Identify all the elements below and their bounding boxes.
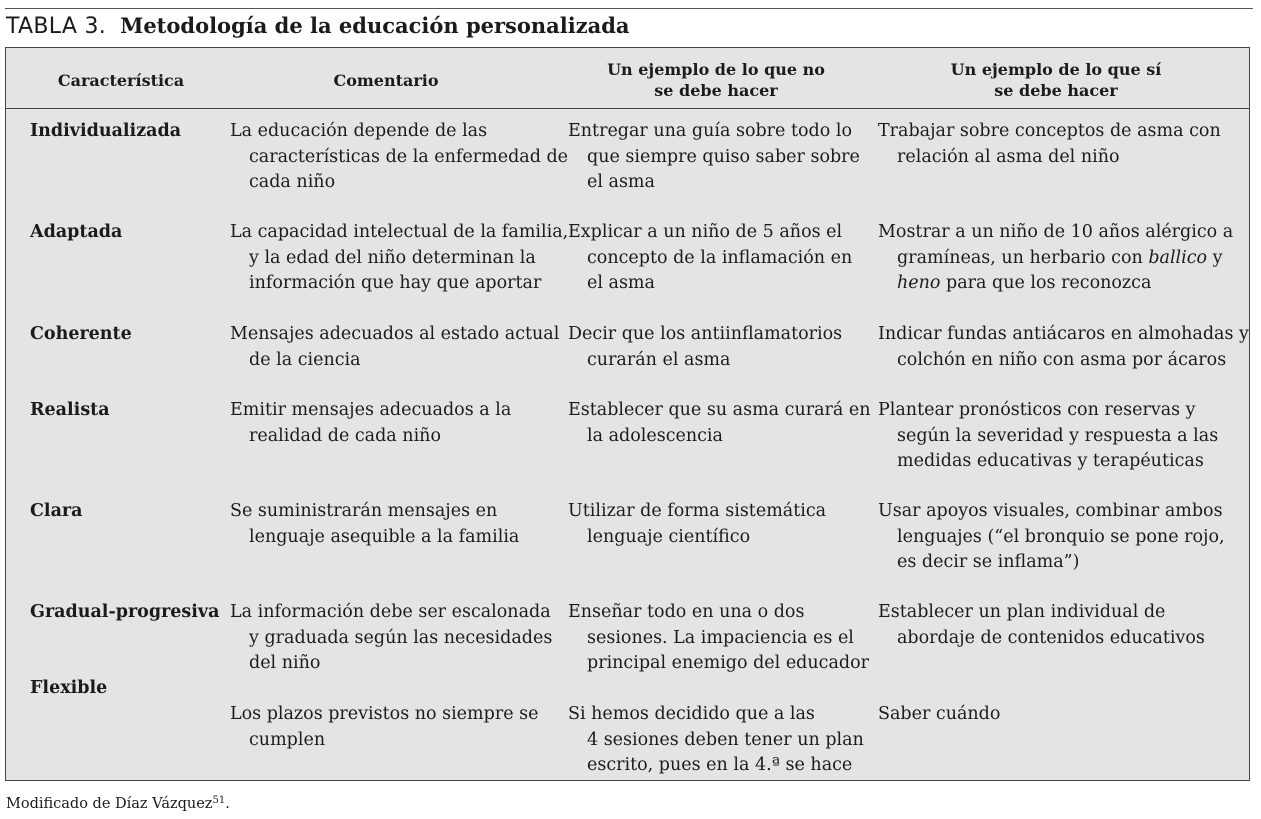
methodology-table — [5, 47, 1250, 781]
cell-line: cada niño — [249, 172, 336, 192]
cell-line: lenguaje científico — [587, 526, 751, 547]
header-good-example — [886, 59, 1226, 101]
cell-comment — [230, 119, 568, 196]
cell-bad-example — [568, 600, 869, 677]
cell-line: Mostrar a un niño de 10 años alérgico a — [878, 222, 1234, 242]
cell-line: medidas educativas y terapéuticas — [897, 451, 1204, 471]
cell-line: cumplen — [249, 729, 326, 750]
row-label-flexible: Flexible — [30, 678, 108, 698]
row-label-realista: Realista — [30, 400, 110, 420]
cell-line: realidad de cada niño — [249, 425, 441, 446]
cell-bad-example — [568, 220, 852, 297]
cell-line: lenguajes (“el bronquio se pone rojo, — [897, 526, 1225, 547]
table-caption — [6, 11, 630, 42]
cell-line: concepto de la inflamación en — [587, 247, 853, 268]
cell-line: Usar apoyos visuales, combinar ambos — [878, 501, 1223, 521]
cell-line: Enseñar todo en una o dos — [568, 602, 805, 622]
row-label-gradual-progresiva: Gradual-progresiva — [30, 602, 220, 622]
cell-comment — [230, 499, 519, 550]
footnote-text: Modificado de Díaz Vázquez — [6, 796, 213, 812]
row-label-clara: Clara — [30, 501, 83, 521]
cell-line: Establecer que su asma curará en — [568, 400, 871, 420]
cell-line: curarán el asma — [587, 349, 731, 370]
cell-line: La educación depende de las — [230, 121, 488, 141]
cell-line: Los plazos previstos no siempre se — [230, 704, 539, 724]
cell-line: Trabajar sobre conceptos de asma con — [878, 121, 1221, 141]
cell-line: el asma — [587, 172, 655, 192]
row-label-coherente: Coherente — [30, 324, 132, 344]
cell-good-example — [878, 220, 1233, 297]
footnote-reference: 51 — [212, 795, 226, 806]
cell-good-example — [878, 322, 1249, 373]
italic-term: ballico — [1148, 247, 1208, 268]
cell-line: sesiones. La impaciencia es el — [587, 627, 854, 648]
cell-line: que siempre quiso saber sobre — [587, 146, 860, 167]
text-run: y — [1207, 247, 1223, 268]
cell-line: Plantear pronósticos con reservas y — [878, 400, 1196, 420]
cell-line: escrito, pues en la 4.ª se hace — [587, 755, 853, 775]
cell-line — [878, 246, 1233, 272]
cell-good-example — [878, 119, 1221, 170]
cell-comment — [230, 322, 559, 373]
cell-bad-example — [568, 322, 842, 373]
cell-comment — [230, 398, 511, 449]
cell-bad-example — [568, 398, 871, 449]
cell-line: Explicar a un niño de 5 años el — [568, 222, 843, 242]
header-bad-example — [566, 59, 866, 101]
cell-line: Indicar fundas antiácaros en almohadas y — [878, 324, 1249, 344]
cell-bad-example — [568, 499, 826, 550]
header-good-line: Un ejemplo de lo que sí — [950, 60, 1162, 79]
cell-comment — [230, 702, 538, 753]
cell-line: La capacidad intelectual de la familia, — [230, 222, 569, 242]
cell-good-example — [878, 702, 1000, 728]
cell-line: colchón en niño con asma por ácaros — [897, 349, 1227, 370]
cell-line: del niño — [249, 653, 321, 673]
cell-line: el asma — [587, 273, 655, 293]
header-bad-line: se debe hacer — [654, 81, 778, 100]
cell-line: Establecer un plan individual de — [878, 602, 1166, 622]
cell-line — [878, 271, 1233, 297]
cell-line: es decir se inflama”) — [897, 552, 1080, 572]
cell-line: Saber cuándo — [878, 704, 1001, 724]
cell-good-example — [878, 499, 1225, 576]
row-label-individualizada: Individualizada — [30, 121, 182, 141]
text-run: para que los reconozca — [940, 273, 1152, 293]
cell-line: La información debe ser escalonada — [230, 602, 551, 622]
cell-line: características de la enfermedad de — [249, 146, 569, 167]
table-footnote — [6, 794, 230, 814]
cell-line: Decir que los antiinflamatorios — [568, 324, 843, 344]
cell-line: y la edad del niño determinan la — [249, 247, 536, 268]
cell-good-example — [878, 398, 1218, 475]
cell-line: principal enemigo del educador — [587, 653, 869, 673]
header-characteristic: Característica — [57, 71, 185, 90]
cell-line: Entregar una guía sobre todo lo — [568, 121, 852, 141]
header-comment: Comentario — [333, 71, 439, 90]
cell-comment — [230, 220, 568, 297]
cell-comment — [230, 600, 552, 677]
cell-bad-example — [568, 119, 860, 196]
table-number: TABLA 3. — [6, 14, 107, 39]
cell-line: la adolescencia — [587, 425, 723, 446]
cell-line: Se suministrarán mensajes en — [230, 501, 498, 521]
table-title: Metodología de la educación personalizada — [120, 13, 630, 38]
header-good-line: se debe hacer — [994, 81, 1118, 100]
cell-good-example — [878, 600, 1205, 651]
cell-line: 4 sesiones deben tener un plan — [587, 729, 864, 750]
cell-line: información que hay que aportar — [249, 273, 542, 293]
cell-line: relación al asma del niño — [897, 146, 1120, 167]
italic-term: heno — [897, 273, 941, 293]
cell-line: Mensajes adecuados al estado actual — [230, 324, 560, 344]
cell-line: Emitir mensajes adecuados a la — [230, 400, 512, 420]
cell-line: según la severidad y respuesta a las — [897, 425, 1219, 446]
text-run: gramíneas, un herbario con — [897, 247, 1149, 268]
top-rule — [5, 8, 1253, 9]
cell-line: lenguaje asequible a la familia — [249, 526, 520, 547]
cell-bad-example — [568, 702, 864, 779]
row-label-adaptada: Adaptada — [30, 222, 123, 242]
footnote-end: . — [225, 796, 230, 812]
cell-line: Si hemos decidido que a las — [568, 704, 815, 724]
cell-line: y graduada según las necesidades — [249, 627, 553, 648]
header-bad-line: Un ejemplo de lo que no — [607, 60, 825, 79]
cell-line: de la ciencia — [249, 349, 361, 370]
header-divider — [6, 108, 1249, 109]
cell-line: Utilizar de forma sistemática — [568, 501, 827, 521]
cell-line: abordaje de contenidos educativos — [897, 627, 1205, 648]
